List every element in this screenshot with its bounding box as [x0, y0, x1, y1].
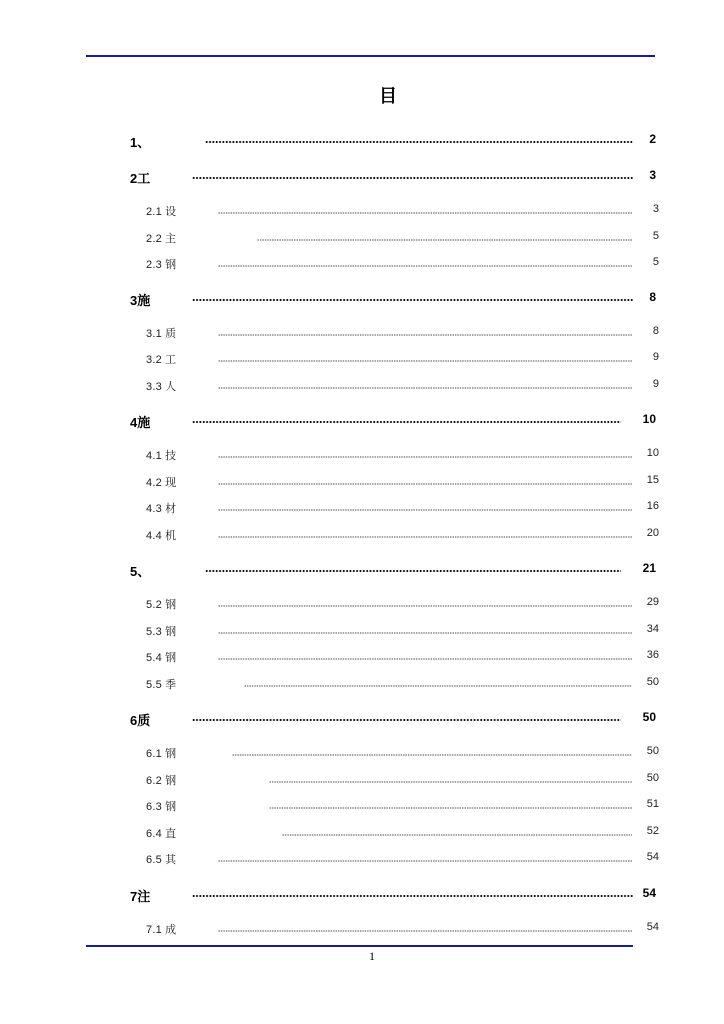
toc-subsection	[0, 798, 724, 814]
toc-section-label: 1、	[130, 135, 151, 150]
toc-section-page: 54	[642, 886, 656, 900]
toc-subsection-page: 50	[646, 745, 659, 757]
toc-subsection	[0, 527, 724, 543]
toc-subsection-page: 50	[646, 676, 659, 688]
dot-leader	[269, 781, 632, 783]
toc-subsection-page: 54	[646, 851, 659, 863]
toc-subsection	[0, 203, 724, 219]
dot-leader	[218, 509, 632, 511]
dot-leader	[218, 360, 632, 362]
toc-subsection-page: 50	[646, 772, 659, 784]
toc-subsection-page: 9	[652, 378, 659, 390]
toc-subsection	[0, 256, 724, 272]
toc-subsection	[0, 921, 724, 937]
dot-leader	[192, 177, 633, 179]
toc-section	[0, 168, 724, 184]
toc-subsection	[0, 772, 724, 788]
toc-section-page: 50	[642, 710, 656, 724]
dot-leader	[218, 658, 632, 660]
toc-section-label: 5、	[130, 564, 151, 579]
dot-leader	[218, 265, 632, 267]
toc-subsection	[0, 745, 724, 761]
dot-leader	[257, 239, 632, 241]
page-number: 1	[369, 949, 375, 963]
toc-subsection-page: 54	[646, 921, 659, 933]
dot-leader	[218, 456, 632, 458]
toc-subsection-label: 3.1 质	[146, 328, 177, 340]
toc-subsection-page: 20	[646, 527, 659, 539]
dot-leader	[192, 421, 621, 423]
toc-section-label: 4施	[130, 415, 151, 430]
toc-subsection-label: 4.1 技	[146, 450, 177, 462]
toc-subsection-label: 4.3 材	[146, 503, 177, 515]
toc-subsection-label: 2.2 主	[146, 233, 177, 245]
dot-leader	[192, 895, 633, 897]
toc-subsection	[0, 351, 724, 367]
toc-subsection-label: 2.3 钢	[146, 259, 177, 271]
footer-rule	[86, 945, 633, 947]
dot-leader	[218, 483, 632, 485]
dot-leader	[205, 570, 621, 572]
dot-leader	[218, 860, 632, 862]
toc-subsection	[0, 851, 724, 867]
dot-leader	[218, 632, 632, 634]
toc-subsection	[0, 325, 724, 341]
toc-subsection-label: 5.3 钢	[146, 626, 177, 638]
dot-leader	[232, 754, 632, 756]
toc-subsection-label: 6.1 钢	[146, 748, 177, 760]
toc-subsection-page: 5	[652, 256, 659, 268]
toc-subsection-label: 5.2 钢	[146, 599, 177, 611]
toc-subsection-page: 51	[646, 798, 659, 810]
toc-subsection	[0, 500, 724, 516]
dot-leader	[218, 334, 632, 336]
dot-leader	[218, 605, 632, 607]
toc-subsection-label: 5.4 钢	[146, 652, 177, 664]
toc-subsection-page: 52	[646, 825, 659, 837]
header-rule	[86, 55, 655, 57]
toc-subsection	[0, 676, 724, 692]
toc-subsection-label: 4.4 机	[146, 530, 177, 542]
dot-leader	[218, 930, 632, 932]
toc-section	[0, 132, 724, 148]
toc-subsection-label: 7.1 成	[146, 924, 177, 936]
toc-section-page: 10	[642, 412, 656, 426]
toc-section-page: 2	[649, 132, 656, 146]
toc-subsection-page: 29	[646, 596, 659, 608]
dot-leader	[205, 141, 633, 143]
toc-subsection	[0, 230, 724, 246]
toc-section	[0, 886, 724, 902]
toc-subsection-label: 4.2 现	[146, 477, 177, 489]
dot-leader	[269, 807, 632, 809]
toc-section	[0, 290, 724, 306]
toc-subsection-page: 3	[652, 203, 659, 215]
toc-subsection	[0, 596, 724, 612]
toc-subsection-label: 5.5 季	[146, 679, 177, 691]
toc-subsection-label: 6.4 直	[146, 828, 177, 840]
dot-leader	[244, 685, 632, 687]
toc-subsection-page: 10	[646, 447, 659, 459]
dot-leader	[192, 299, 633, 301]
toc-section-label: 2工	[130, 171, 151, 186]
toc-subsection-page: 34	[646, 623, 659, 635]
toc-subsection	[0, 649, 724, 665]
dot-leader	[192, 719, 621, 721]
dot-leader	[218, 387, 632, 389]
toc-subsection-label: 6.3 钢	[146, 801, 177, 813]
toc-subsection	[0, 378, 724, 394]
toc-subsection	[0, 825, 724, 841]
toc-subsection-page: 15	[646, 474, 659, 486]
toc-subsection-label: 3.2 工	[146, 354, 177, 366]
dot-leader	[282, 834, 632, 836]
toc-section	[0, 710, 724, 726]
toc-section-label: 7注	[130, 889, 151, 904]
toc-subsection-page: 9	[652, 351, 659, 363]
toc-section-page: 21	[642, 561, 656, 575]
toc-section	[0, 561, 724, 577]
toc-subsection-label: 3.3 人	[146, 381, 177, 393]
toc-subsection	[0, 447, 724, 463]
toc-subsection-label: 6.5 其	[146, 854, 177, 866]
toc-subsection-page: 36	[646, 649, 659, 661]
toc-section-label: 3施	[130, 293, 151, 308]
toc-subsection	[0, 474, 724, 490]
toc-subsection-label: 2.1 设	[146, 206, 177, 218]
toc-title: 目	[379, 86, 397, 107]
toc-subsection-label: 6.2 钢	[146, 775, 177, 787]
toc-subsection-page: 5	[652, 230, 659, 242]
toc-section-page: 3	[649, 168, 656, 182]
toc-subsection-page: 16	[646, 500, 659, 512]
dot-leader	[218, 536, 632, 538]
toc-subsection	[0, 623, 724, 639]
toc-subsection-page: 8	[652, 325, 659, 337]
toc-section-label: 6质	[130, 713, 151, 728]
toc-section-page: 8	[649, 290, 656, 304]
toc-section	[0, 412, 724, 428]
dot-leader	[218, 212, 632, 214]
